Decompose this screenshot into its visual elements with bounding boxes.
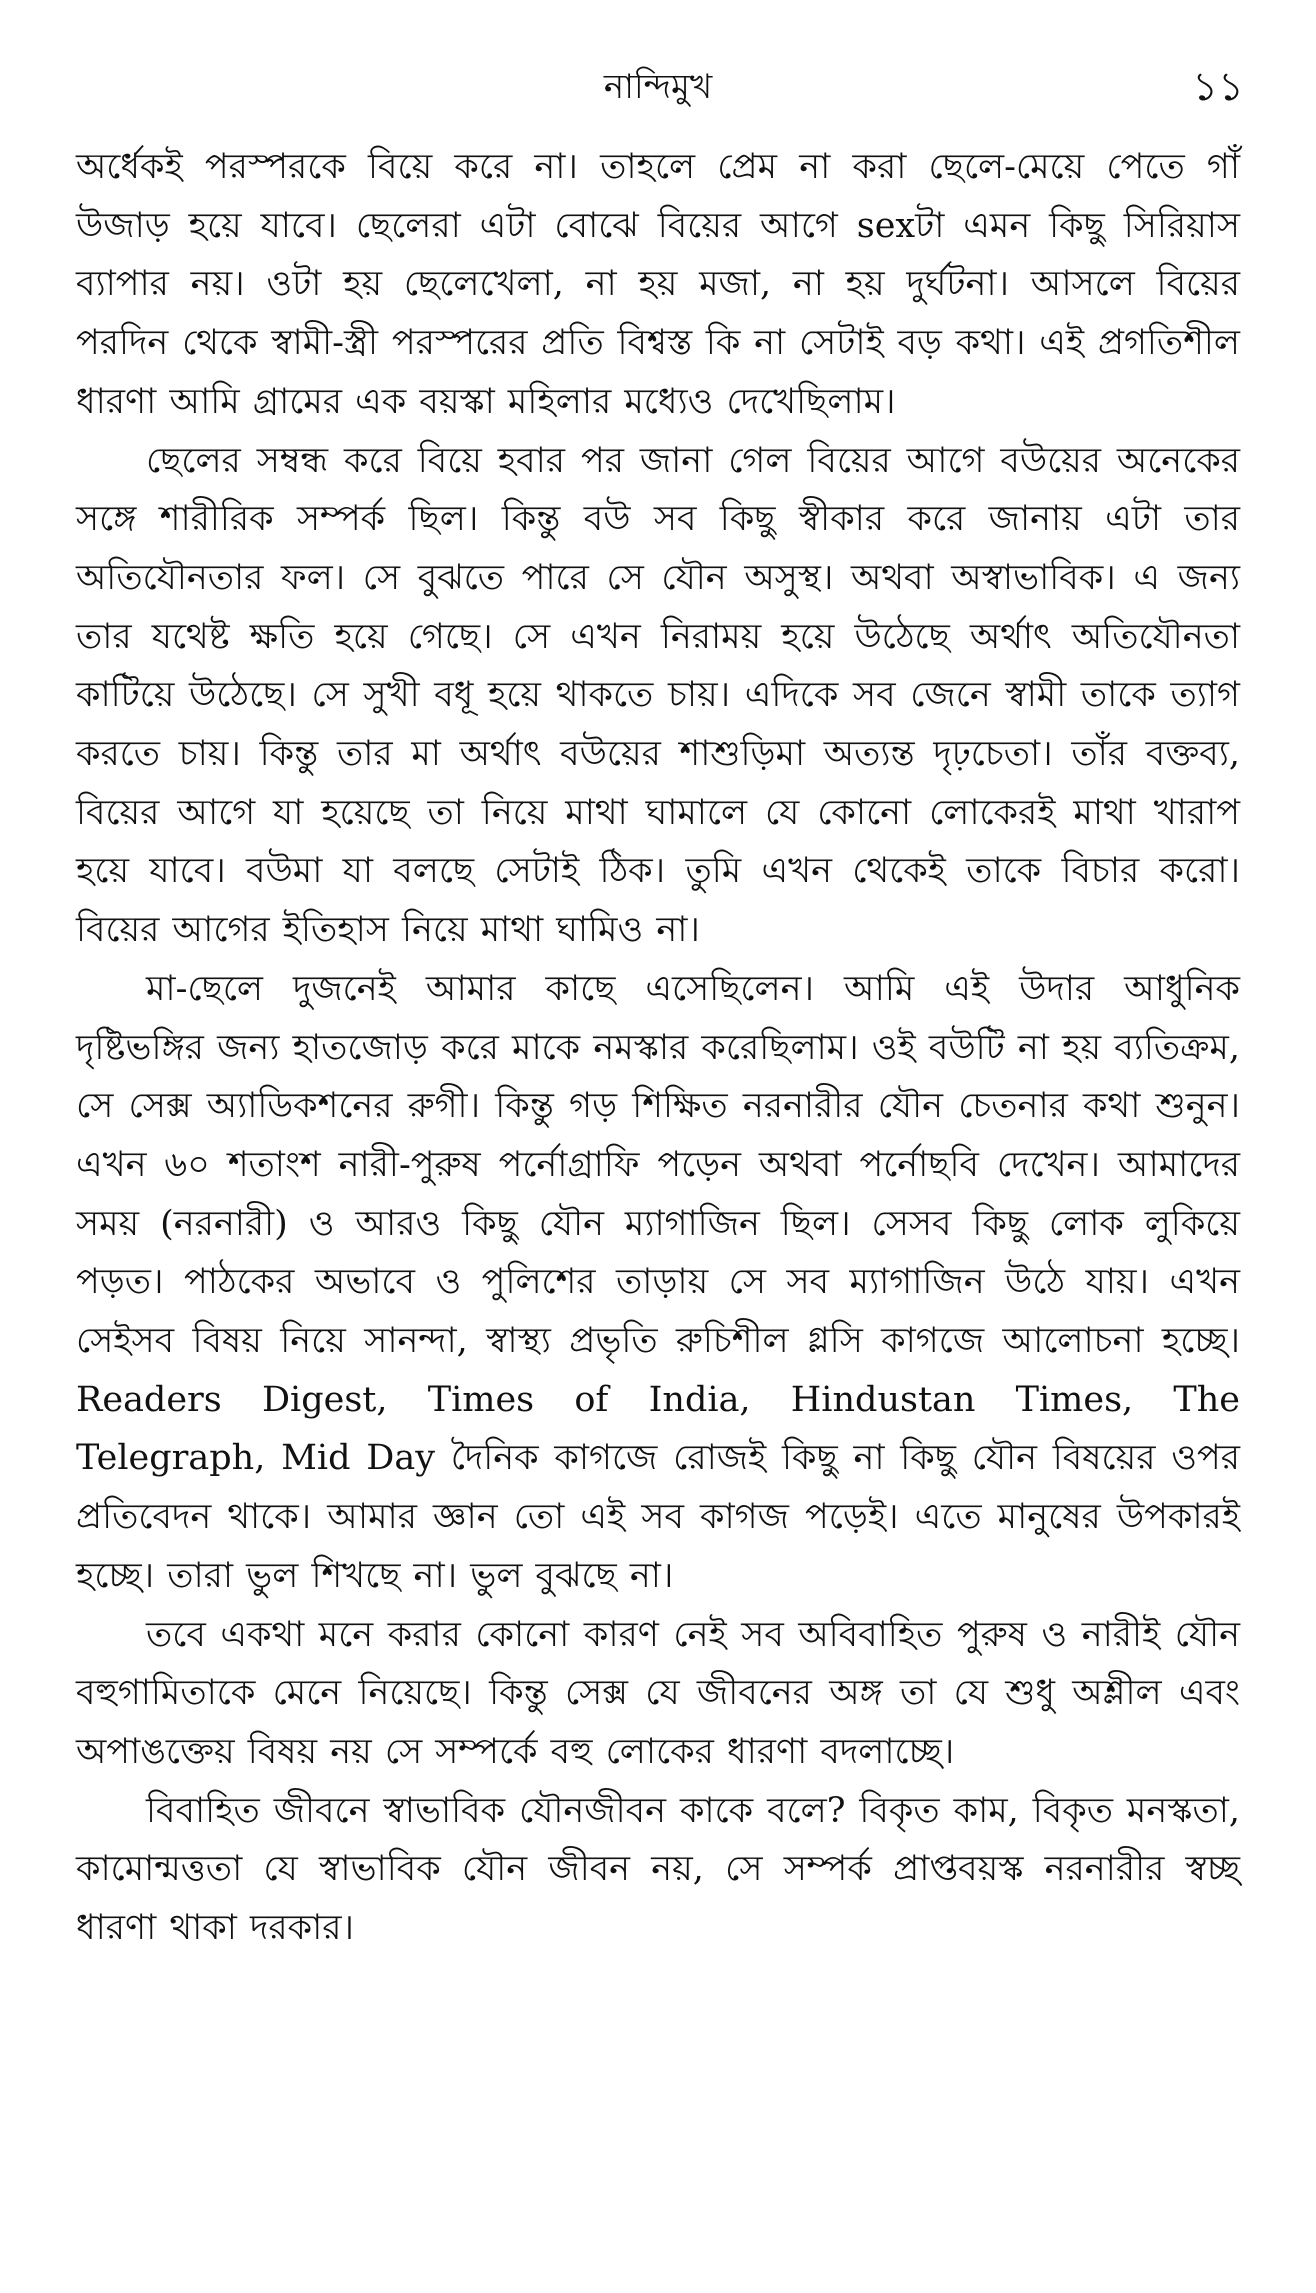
page-number: ১১ xyxy=(1192,64,1244,110)
running-head xyxy=(0,62,1316,122)
paragraph-5: বিবাহিত জীবনে স্বাভাবিক যৌনজীবন কাকে বলে? বিকৃত কাম, বিকৃত মনস্কতা, কামোন্মত্ততা যে স্বাভাবিক যৌন জীবন নয়, সে সম্পর্ক প্রাপ্তবয়স্ক নরনারীর স্বচ্ছ ধারণা থাকা দরকার। xyxy=(76,1790,1240,1949)
chapter-title: নান্দিমুখ xyxy=(603,67,713,107)
body-text xyxy=(76,138,1240,1958)
paragraph-4: তবে একথা মনে করার কোনো কারণ নেই সব অবিবাহিত পুরুষ ও নারীই যৌন বহুগামিতাকে মেনে নিয়েছে। কিন্তু সেক্স যে জীবনের অঙ্গ তা যে শুধু অশ্লীল এবং অপাঙক্তেয় বিষয় নয় সে সম্পর্কে বহু লোকের ধারণা বদলাচ্ছে। xyxy=(76,1614,1240,1772)
paragraph-1: অর্ধেকই পরস্পরকে বিয়ে করে না। তাহলে প্রেম না করা ছেলে-মেয়ে পেতে গাঁ উজাড় হয়ে যাবে। ছেলেরা এটা বোঝে বিয়ের আগে sexটা এমন কিছু সিরিয়াস ব্যাপার নয়। ওটা হয় ছেলেখেলা, না হয় মজা, না হয় দুর্ঘটনা। আসলে বিয়ের পরদিন থেকে স্বামী-স্ত্রী পরস্পরের প্রতি বিশ্বস্ত কি না সেটাই বড় কথা। এই প্রগতিশীল ধারণা আমি গ্রামের এক বয়স্কা মহিলার মধ্যেও দেখেছিলাম। xyxy=(76,147,1240,422)
paragraph-2: ছেলের সম্বন্ধ করে বিয়ে হবার পর জানা গেল বিয়ের আগে বউয়ের অনেকের সঙ্গে শারীরিক সম্পর্ক ছিল। কিন্তু বউ সব কিছু স্বীকার করে জানায় এটা তার অতিযৌনতার ফল। সে বুঝতে পারে সে যৌন অসুস্থ। অথবা অস্বাভাবিক। এ জন্য তার যথেষ্ট ক্ষতি হয়ে গেছে। সে এখন নিরাময় হয়ে উঠেছে অর্থাৎ অতিযৌনতা কাটিয়ে উঠেছে। সে সুখী বধূ হয়ে থাকতে চায়। এদিকে সব জেনে স্বামী তাকে ত্যাগ করতে চায়। কিন্তু তার মা অর্থাৎ বউয়ের শাশুড়িমা অত্যন্ত দৃঢ়চেতা। তাঁর বক্তব্য, বিয়ের আগে যা হয়েছে তা নিয়ে মাথা ঘামালে যে কোনো লোকেরই মাথা খারাপ হয়ে যাবে। বউমা যা বলছে সেটাই ঠিক। তুমি এখন থেকেই তাকে বিচার করো। বিয়ের আগের ইতিহাস নিয়ে মাথা ঘামিও না। xyxy=(76,440,1240,951)
paragraph-3: মা-ছেলে দুজনেই আমার কাছে এসেছিলেন। আমি এই উদার আধুনিক দৃষ্টিভঙ্গির জন্য হাতজোড় করে মাকে নমস্কার করেছিলাম। ওই বউটি না হয় ব্যতিক্রম, সে সেক্স অ্যাডিকশনের রুগী। কিন্তু গড় শিক্ষিত নরনারীর যৌন চেতনার কথা শুনুন। এখন ৬০ শতাংশ নারী-পুরুষ পর্নোগ্রাফি পড়েন অথবা পর্নোছবি দেখেন। আমাদের সময় (নরনারী) ও আরও কিছু যৌন ম্যাগাজিন ছিল। সেসব কিছু লোক লুকিয়ে পড়ত। পাঠকের অভাবে ও পুলিশের তাড়ায় সে সব ম্যাগাজিন উঠে যায়। এখন সেইসব বিষয় নিয়ে সানন্দা, স্বাস্থ্য প্রভৃতি রুচিশীল গ্লসি কাগজে আলোচনা হচ্ছে। Readers Digest, Times of India, Hindustan Times, The Telegraph, Mid Day দৈনিক কাগজে রোজই কিছু না কিছু যৌন বিষয়ের ওপর প্রতিবেদন থাকে। আমার জ্ঞান তো এই সব কাগজ পড়েই। এতে মানুষের উপকারই হচ্ছে। তারা ভুল শিখছে না। ভুল বুঝছে না। xyxy=(76,968,1240,1596)
